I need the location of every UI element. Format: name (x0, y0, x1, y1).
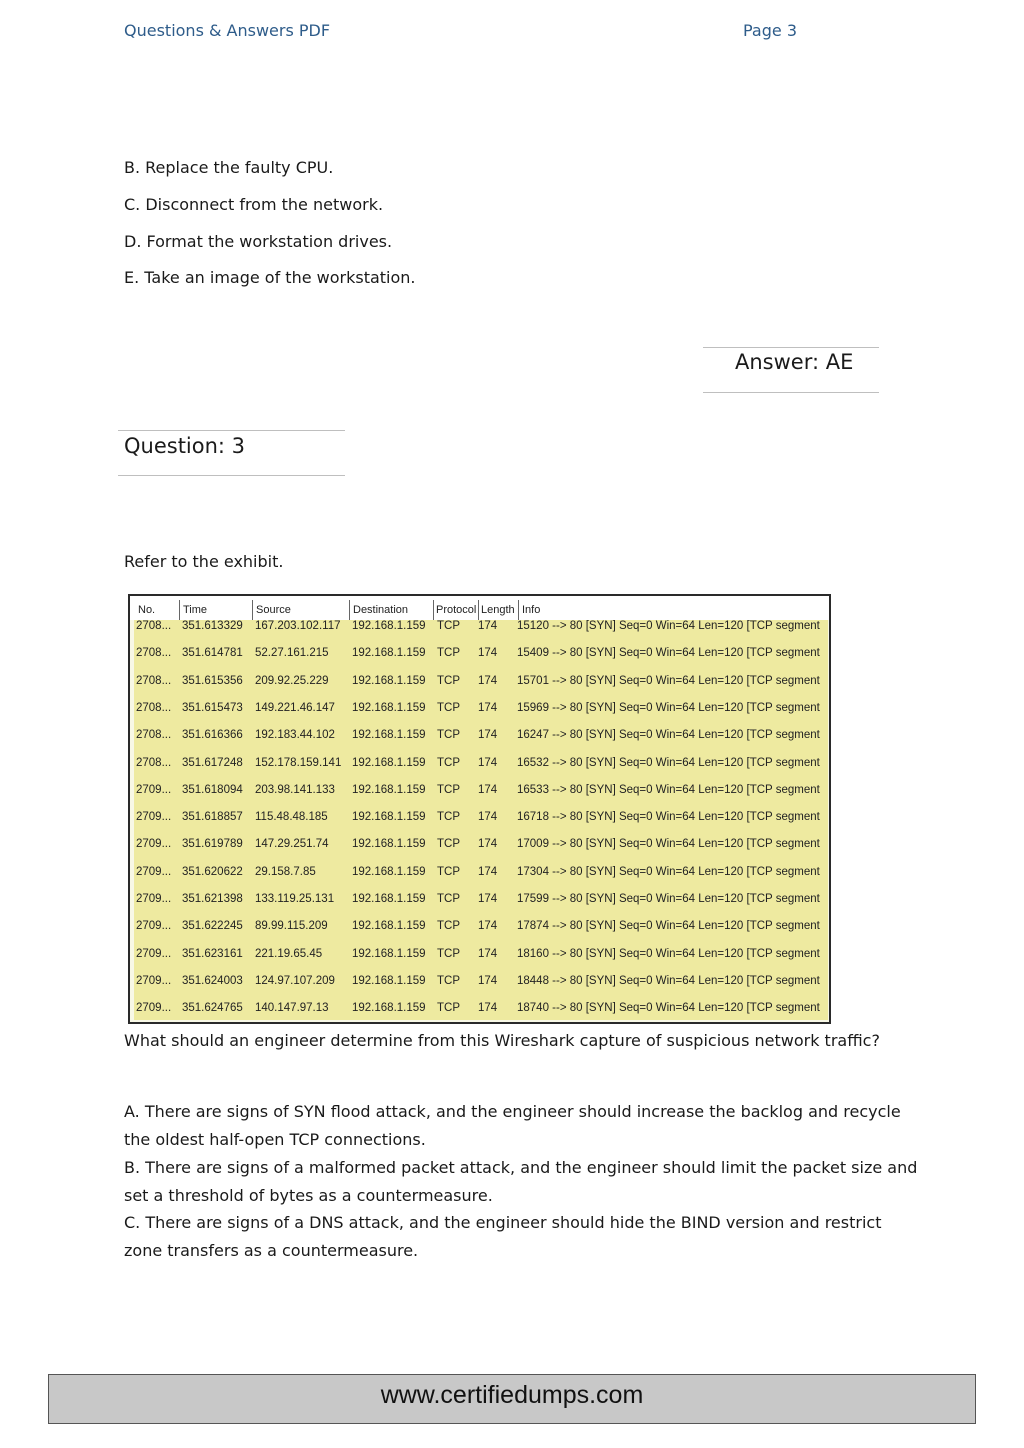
cell-length: 174 (478, 620, 498, 632)
packet-row (134, 1002, 828, 1029)
option-e-prev: E. Take an image of the workstation. (124, 268, 416, 287)
cell-time: 351.613329 (182, 620, 243, 632)
cell-destination: 192.168.1.159 (352, 647, 426, 660)
cell-time: 351.615473 (182, 701, 243, 714)
cell-protocol: TCP (437, 974, 460, 987)
col-time: Time (183, 604, 208, 616)
cell-protocol: TCP (437, 920, 460, 933)
option-c: C. There are signs of a DNS attack, and the engineer should hide the BIND version and restrict zone transfers as a countermeasure. (124, 1213, 882, 1260)
cell-no: 2708... (136, 701, 172, 714)
cell-length: 174 (478, 974, 498, 987)
cell-source: 124.97.107.209 (255, 974, 335, 987)
packet-row (134, 920, 828, 947)
cell-info: 16532 --> 80 [SYN] Seq=0 Win=64 Len=120 [TCP segment (517, 756, 820, 769)
col-divider (349, 600, 350, 620)
cell-time: 351.616366 (182, 729, 243, 742)
cell-length: 174 (478, 865, 498, 878)
cell-length: 174 (478, 811, 498, 824)
cell-destination: 192.168.1.159 (352, 974, 426, 987)
cell-time: 351.622245 (182, 920, 243, 933)
answer-top-rule (703, 347, 879, 348)
answer-text: Answer: AE (735, 350, 854, 374)
cell-protocol: TCP (437, 838, 460, 851)
cell-info: 15409 --> 80 [SYN] Seq=0 Win=64 Len=120 [TCP segment (517, 647, 820, 660)
cell-time: 351.620622 (182, 865, 243, 878)
cell-length: 174 (478, 1002, 498, 1015)
cell-destination: 192.168.1.159 (352, 729, 426, 742)
col-divider (179, 600, 180, 620)
cell-no: 2708... (136, 729, 172, 742)
cell-no: 2709... (136, 1002, 172, 1015)
cell-info: 16533 --> 80 [SYN] Seq=0 Win=64 Len=120 [TCP segment (517, 783, 820, 796)
cell-info: 17874 --> 80 [SYN] Seq=0 Win=64 Len=120 [TCP segment (517, 920, 820, 933)
cell-time: 351.615356 (182, 674, 243, 687)
exhibit-column-header (130, 596, 829, 620)
col-divider (433, 600, 434, 620)
header-title: Questions & Answers PDF (124, 21, 331, 40)
cell-destination: 192.168.1.159 (352, 865, 426, 878)
cell-source: 149.221.46.147 (255, 701, 335, 714)
cell-no: 2709... (136, 974, 172, 987)
cell-source: 209.92.25.229 (255, 674, 329, 687)
cell-source: 52.27.161.215 (255, 647, 329, 660)
cell-length: 174 (478, 838, 498, 851)
footer-url: www.certifiedumps.com (380, 1381, 644, 1409)
packet-row (134, 838, 828, 865)
cell-source: 89.99.115.209 (255, 920, 328, 933)
cell-info: 16247 --> 80 [SYN] Seq=0 Win=64 Len=120 [TCP segment (517, 729, 820, 742)
cell-source: 203.98.141.133 (255, 783, 335, 796)
cell-time: 351.624765 (182, 1002, 243, 1015)
cell-no: 2708... (136, 674, 172, 687)
cell-source: 192.183.44.102 (255, 729, 335, 742)
cell-length: 174 (478, 647, 498, 660)
cell-destination: 192.168.1.159 (352, 838, 426, 851)
cell-time: 351.618094 (182, 783, 243, 796)
cell-destination: 192.168.1.159 (352, 620, 426, 632)
cell-time: 351.619789 (182, 838, 243, 851)
col-length: Length (481, 604, 515, 616)
cell-protocol: TCP (437, 729, 460, 742)
cell-destination: 192.168.1.159 (352, 947, 426, 960)
cell-destination: 192.168.1.159 (352, 811, 426, 824)
cell-length: 174 (478, 783, 498, 796)
cell-source: 147.29.251.74 (255, 838, 329, 851)
option-c-prev: C. Disconnect from the network. (124, 195, 384, 214)
cell-time: 351.624003 (182, 974, 243, 987)
cell-length: 174 (478, 893, 498, 905)
cell-protocol: TCP (437, 647, 460, 660)
cell-no: 2709... (136, 783, 172, 796)
col-protocol: Protocol (436, 604, 477, 616)
cell-protocol: TCP (437, 783, 460, 796)
packet-row (134, 811, 828, 838)
cell-time: 351.617248 (182, 756, 243, 769)
packet-row (134, 893, 828, 920)
cell-destination: 192.168.1.159 (352, 920, 426, 933)
packet-row (134, 757, 828, 784)
cell-protocol: TCP (437, 893, 460, 905)
cell-protocol: TCP (437, 701, 460, 714)
cell-info: 18160 --> 80 [SYN] Seq=0 Win=64 Len=120 [TCP segment (517, 947, 820, 960)
page-number: Page 3 (743, 21, 797, 40)
exhibit-packet-list (134, 620, 828, 1020)
cell-no: 2709... (136, 920, 172, 933)
cell-no: 2709... (136, 838, 172, 851)
cell-source: 115.48.48.185 (255, 811, 328, 824)
cell-protocol: TCP (437, 674, 460, 687)
col-divider (518, 600, 519, 620)
question-prompt: What should an engineer determine from this Wireshark capture of suspicious network traffic? (124, 1031, 880, 1050)
cell-no: 2708... (136, 647, 172, 660)
option-a: A. There are signs of SYN flood attack, and the engineer should increase the backlog and recycle the oldest half-open TCP connections. (124, 1102, 901, 1149)
col-source: Source (256, 604, 291, 616)
cell-length: 174 (478, 756, 498, 769)
cell-length: 174 (478, 701, 498, 714)
question-heading: Question: 3 (124, 434, 246, 458)
cell-info: 18448 --> 80 [SYN] Seq=0 Win=64 Len=120 [TCP segment (517, 974, 820, 987)
packet-row (134, 620, 828, 647)
col-no: No. (138, 604, 156, 616)
packet-row (134, 675, 828, 702)
cell-info: 16718 --> 80 [SYN] Seq=0 Win=64 Len=120 [TCP segment (517, 811, 820, 824)
cell-protocol: TCP (437, 811, 460, 824)
col-destination: Destination (353, 604, 409, 616)
cell-info: 15120 --> 80 [SYN] Seq=0 Win=64 Len=120 [TCP segment (517, 620, 820, 632)
cell-source: 140.147.97.13 (255, 1002, 329, 1015)
cell-protocol: TCP (437, 620, 460, 632)
question-bottom-rule (118, 475, 345, 476)
col-info: Info (522, 604, 541, 616)
cell-time: 351.621398 (182, 893, 243, 905)
cell-no: 2708... (136, 756, 172, 769)
cell-info: 15701 --> 80 [SYN] Seq=0 Win=64 Len=120 [TCP segment (517, 674, 820, 687)
packet-row (134, 784, 828, 811)
cell-time: 351.618857 (182, 811, 243, 824)
cell-info: 15969 --> 80 [SYN] Seq=0 Win=64 Len=120 [TCP segment (517, 701, 820, 714)
cell-length: 174 (478, 729, 498, 742)
cell-length: 174 (478, 920, 498, 933)
cell-info: 17599 --> 80 [SYN] Seq=0 Win=64 Len=120 [TCP segment (517, 893, 820, 905)
question-top-rule (118, 430, 345, 431)
col-divider (252, 600, 253, 620)
cell-no: 2709... (136, 947, 172, 960)
cell-destination: 192.168.1.159 (352, 1002, 426, 1015)
packet-row (134, 702, 828, 729)
cell-source: 167.203.102.117 (255, 620, 341, 632)
packet-row (134, 948, 828, 975)
cell-info: 17304 --> 80 [SYN] Seq=0 Win=64 Len=120 [TCP segment (517, 865, 820, 878)
cell-source: 29.158.7.85 (255, 865, 316, 878)
packet-row (134, 729, 828, 756)
packet-row (134, 866, 828, 893)
cell-no: 2709... (136, 893, 172, 905)
option-b: B. There are signs of a malformed packet attack, and the engineer should limit the packet size and set a threshold of bytes as a countermeasure. (124, 1158, 918, 1205)
col-divider (478, 600, 479, 620)
cell-protocol: TCP (437, 865, 460, 878)
cell-info: 18740 --> 80 [SYN] Seq=0 Win=64 Len=120 [TCP segment (517, 1002, 820, 1015)
cell-length: 174 (478, 674, 498, 687)
cell-destination: 192.168.1.159 (352, 756, 426, 769)
cell-source: 221.19.65.45 (255, 947, 323, 960)
wireshark-exhibit (128, 594, 831, 1024)
packet-row (134, 647, 828, 674)
cell-time: 351.623161 (182, 947, 243, 960)
cell-info: 17009 --> 80 [SYN] Seq=0 Win=64 Len=120 [TCP segment (517, 838, 820, 851)
packet-row (134, 975, 828, 1002)
cell-no: 2709... (136, 865, 172, 878)
cell-source: 133.119.25.131 (255, 893, 335, 905)
footer-banner (48, 1374, 976, 1424)
cell-no: 2709... (136, 811, 172, 824)
question-intro: Refer to the exhibit. (124, 552, 284, 571)
cell-protocol: TCP (437, 1002, 460, 1015)
cell-no: 2708... (136, 620, 172, 632)
cell-protocol: TCP (437, 756, 460, 769)
answer-bottom-rule (703, 392, 879, 393)
cell-destination: 192.168.1.159 (352, 674, 426, 687)
option-b-prev: B. Replace the faulty CPU. (124, 158, 334, 177)
cell-destination: 192.168.1.159 (352, 783, 426, 796)
cell-protocol: TCP (437, 947, 460, 960)
cell-length: 174 (478, 947, 498, 960)
cell-destination: 192.168.1.159 (352, 893, 426, 905)
cell-time: 351.614781 (182, 647, 243, 660)
cell-destination: 192.168.1.159 (352, 701, 426, 714)
option-d-prev: D. Format the workstation drives. (124, 232, 393, 251)
cell-source: 152.178.159.141 (255, 756, 342, 769)
